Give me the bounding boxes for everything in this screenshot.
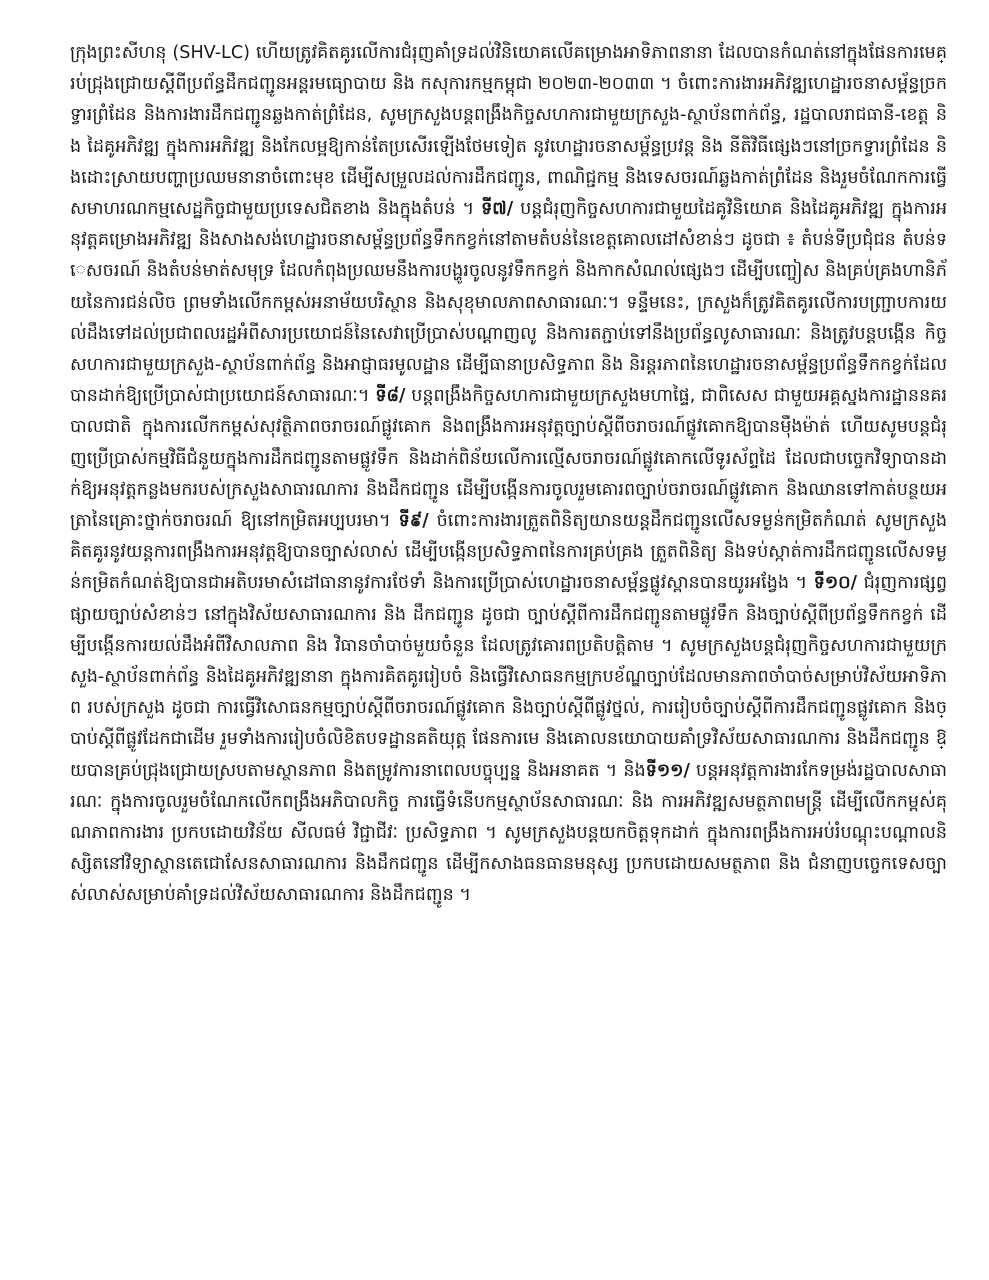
item-number-10: ទី១០/ [813, 573, 858, 594]
paragraph-text: ជំរុញការផ្សព្វផ្សាយច្បាប់សំខាន់ៗ នៅក្នុងវិស័យសាធារណការ និង ដឹកជញ្ជូន ដូចជា ច្បាប់ស្តីពីការដឹកជញ្ជូនតាមផ្លូវទឹក និងច្បាប់ស្តីពីប្រព័ន្ធទឹកកខ្វក់ ដើម្បីបង្កើនការយល់ដឹងអំពីវិសាលភាព និង វិធានចាំបាច់មួយចំនួន ដែលត្រូវគោរពប្រតិបត្តិតាម ។ សូមក្រសួងបន្តជំរុញកិច្ចសហការជាមួយក្រសួង-ស្ថាប័នពាក់ព័ន្ធ និងដៃគូអភិវឌ្ឍនានា ក្នុងការគិតគូររៀបចំ និងធ្វើវិសោធនកម្មក្របខ័ណ្ឌច្បាប់ដែលមានភាពចាំបាច់សម្រាប់វិស័យអាទិភាព របស់ក្រសួង ដូចជា ការធ្វើវិសោធនកម្មច្បាប់ស្តីពីចរាចរណ៍ផ្លូវគោក និងច្បាប់ស្តីពីផ្លូវថ្នល់, ការរៀបចំច្បាប់ស្តីពីការដឹកជញ្ជូនផ្លូវគោក និងច្បាប់ស្តីពីផ្លូវដែកជាដើម រួមទាំងការរៀបចំលិខិតបទដ្ឋានគតិយុត្ត ផែនការមេ និងគោលនយោបាយគាំទ្រវិស័យសាធារណការ និងដឹកជញ្ជូន ឱ្យបានគ្រប់ជ្រុងជ្រោយស្របតាមស្ថានភាព និងតម្រូវការនាពេលបច្ចុប្បន្ន និងអនាគត ។ និង [70, 573, 948, 781]
item-number-7: ទី៧/ [481, 199, 514, 220]
paragraph-text: បន្តពង្រឹងកិច្ចសហការជាមួយក្រសួងមហាផ្ទៃ, ជាពិសេស ជាមួយអគ្គស្នងការដ្ឋាននគរបាលជាតិ ក្នុងការលើកកម្ពស់សុវត្ថិភាពចរាចរណ៍ផ្លូវគោក និងពង្រឹងការអនុវត្តច្បាប់ស្តីពីចរាចរណ៍ផ្លូវគោកឱ្យបានម៉ឺងម៉ាត់ ហើយសូមបន្តជំរុញប្រើប្រាស់កម្មវិធីជំនួយក្នុងការដឹកជញ្ជូនតាមផ្លូវទឹក និងដាក់ពិន័យលើការល្មើសចរាចរណ៍ផ្លូវគោកលើទូរស័ព្ទដៃ ដែលជាបច្ចេកវិទ្យាបានដាក់ឱ្យអនុវត្តកន្លងមករបស់ក្រសួងសាធារណការ និងដឹកជញ្ជូន ដើម្បីបង្កើនការចូលរួមគោរពច្បាប់ចរាចរណ៍ផ្លូវគោក និងឈានទៅកាត់បន្ថយអត្រានៃគ្រោះថ្នាក់ចរាចរណ៍ ឱ្យនៅកម្រិតអប្បបរមា។ [70, 386, 948, 532]
item-number-8: ទី៨/ [375, 386, 406, 407]
body-paragraph [70, 38, 947, 912]
item-number-9: ទី៩/ [398, 511, 429, 532]
paragraph-text: ក្រុងព្រះសីហនុ (SHV-LC) ហើយត្រូវគិតគូរលើការជំរុញគាំទ្រដល់វិនិយោគលើគម្រោងអាទិភាពនានា ដែលបានកំណត់នៅក្នុងផែនការមេគ្រប់ជ្រុងជ្រោយស្តីពីប្រព័ន្ធដឹកជញ្ជូនអន្តរមធ្យោបាយ និង កសុការកម្មកម្ពុជា ២០២៣-២០៣៣ ។ ចំពោះការងារអភិវឌ្ឍហេដ្ឋារចនាសម្ព័ន្ធច្រកទ្វារព្រំដែន និងការងារដឹកជញ្ជូនឆ្លងកាត់ព្រំដែន, សូមក្រសួងបន្តពង្រឹងកិច្ចសហការជាមួយក្រសួង-ស្ថាប័នពាក់ព័ន្ធ, រដ្ឋបាលរាជធានី-ខេត្ត និង ដៃគូអភិវឌ្ឍ ក្នុងការអភិវឌ្ឍ និងកែលម្អឱ្យកាន់តែប្រសើរឡើងថែមទៀត នូវហេដ្ឋារចនាសម្ព័ន្ធប្រវន្ត និង នីតិវិធីផ្សេងៗនៅច្រកទ្វារព្រំដែន និងដោះស្រាយបញ្ហាប្រឈមនានាចំពោះមុខ ដើម្បីសម្រួលដល់ការដឹកជញ្ជូន, ពាណិជ្ជកម្ម និងទេសចរណ៍ឆ្លងកាត់ព្រំដែន និងរួមចំណែកការធ្វើសមាហរណកម្មសេដ្ឋកិច្ចជាមួយប្រទេសជិតខាង និងក្នុងតំបន់ ។ [70, 43, 947, 220]
paragraph-text: បន្តអនុវត្តការងារកែទម្រង់រដ្ឋបាលសាធារណៈ ក្នុងការចូលរួមចំណែកលើកពង្រឹងអភិបាលកិច្ច ការធ្វើទំនើបកម្មស្ថាប័នសាធារណៈ និង ការអភិវឌ្ឍសមត្ថភាពមន្ត្រី ដើម្បីលើកកម្ពស់គុណភាពការងារ ប្រកបដោយវិន័យ សីលធម៌ វិជ្ជាជីវៈ ប្រសិទ្ធភាព ។ សូមក្រសួងបន្តយកចិត្តទុកដាក់ ក្នុងការពង្រឹងការអប់រំបណ្តុះបណ្តាលនិស្សិតនៅវិទ្យាស្ថានតេជោសែនសាធារណការ និងដឹកជញ្ជូន ដើម្បីកសាងធនធានមនុស្ស ប្រកបដោយសមត្ថភាព និង ជំនាញបច្ចេកទេសច្បាស់លាស់សម្រាប់គាំទ្រដល់វិស័យសាធារណការ និងដឹកជញ្ជូន ។ [70, 760, 947, 906]
paragraph-text: ចំពោះការងារត្រួតពិនិត្យយានយន្តដឹកជញ្ជូនលើសទម្ងន់កម្រិតកំណត់ សូមក្រសួង គិតគូរនូវយន្តការពង្រឹងការអនុវត្តឱ្យបានច្បាស់លាស់ ដើម្បីបង្កើនប្រសិទ្ធភាពនៃការគ្រប់គ្រង ត្រួតពិនិត្យ និងទប់ស្កាត់ការដឹកជញ្ជូនលើសទម្ងន់កម្រិតកំណត់ឱ្យបានជាអតិបរមាសំដៅធានានូវការថែទាំ និងការប្រើប្រាស់ហេដ្ឋារចនាសម្ព័ន្ធផ្លូវស្ពានបានយូរអង្វែង ។ [70, 511, 948, 594]
paragraph-text: បន្តជំរុញកិច្ចសហការជាមួយដៃគូវិនិយោគ និងដៃគូអភិវឌ្ឍ ក្នុងការអនុវត្តគម្រោងអភិវឌ្ឍ និងសាងសង់ហេដ្ឋារចនាសម្ព័ន្ធប្រព័ន្ធទឹកកខ្វក់នៅតាមតំបន់នៃខេត្តគោលដៅសំខាន់ៗ ដូចជា ៖ តំបន់ទីប្រជុំជន តំបន់ទេសចរណ៍ និងតំបន់មាត់សមុទ្រ ដែលកំពុងប្រឈមនឹងការបង្ហូរចូលនូវទឹកកខ្វក់ និងកាកសំណល់ផ្សេងៗ ដើម្បីបញ្ចៀស និងគ្រប់គ្រងហានិភ័យនៃការជន់លិច ព្រមទាំងលើកកម្ពស់អនាម័យបរិស្ថាន និងសុខុមាលភាពសាធារណៈ។ ទន្ទឹមនេះ, ក្រសួងក៏ត្រូវគិតគូរលើការបញ្ជ្រាបការយល់ដឹងទៅដល់ប្រជាពលរដ្ឋអំពីសារប្រយោជន៍នៃសេវាប្រើប្រាស់បណ្តាញលូ និងការតភ្ជាប់ទៅនឹងប្រព័ន្ធលូសាធារណៈ និងត្រូវបន្តបង្កើន កិច្ចសហការជាមួយក្រសួង-ស្ថាប័នពាក់ព័ន្ធ និងអាជ្ញាធរមូលដ្ឋាន ដើម្បីធានាប្រសិទ្ធភាព និង និរន្តរភាពនៃហេដ្ឋារចនាសម្ព័ន្ធប្រព័ន្ធទឹកកខ្វក់ដែលបានដាក់ឱ្យប្រើប្រាស់ជាប្រយោជន៍សាធារណៈ។ [70, 199, 947, 407]
item-number-11: ទី១១/ [645, 760, 690, 781]
